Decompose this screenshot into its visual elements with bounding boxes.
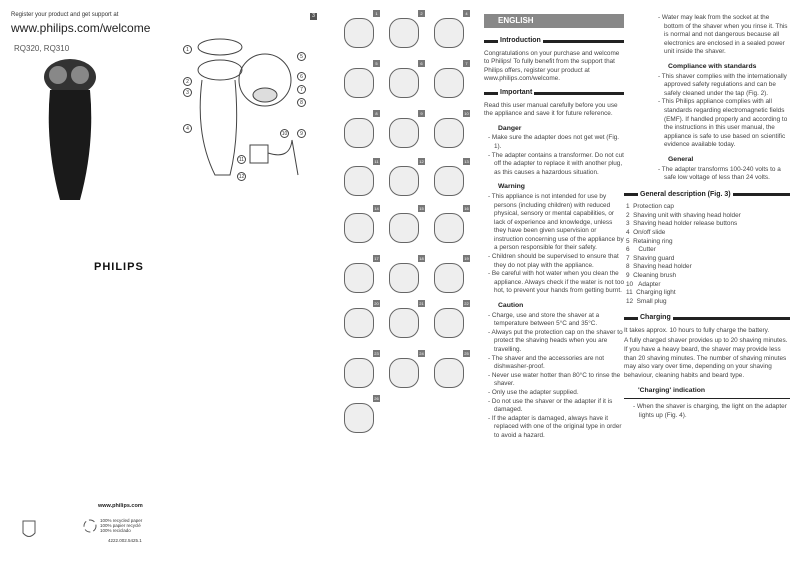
- welcome-url[interactable]: www.philips.com/welcome: [11, 21, 151, 35]
- part-list-item: 10 Adapter: [626, 280, 661, 288]
- figure-illustration: [344, 358, 374, 388]
- section-general-description: General description (Fig. 3): [624, 191, 790, 200]
- figure-number-badge: 7: [463, 60, 470, 67]
- figure-19: [430, 255, 470, 297]
- compliance-heading: Compliance with standards: [668, 62, 757, 70]
- figure-number-badge: 24: [419, 351, 424, 356]
- figure-18: [385, 255, 425, 297]
- figure-9: [385, 110, 425, 152]
- figure-17: [340, 255, 380, 297]
- figure-number-badge: 20: [374, 301, 379, 306]
- charging-indication-item: - When the shaver is charging, the light on the adapter lights up (Fig. 4).: [633, 403, 787, 419]
- figure-16: [430, 205, 470, 247]
- section-charging: Charging: [624, 314, 790, 323]
- figure-26: [340, 395, 380, 437]
- figure-number-badge: 22: [464, 301, 469, 306]
- figure-15: [385, 205, 425, 247]
- figure-number-badge: 6: [418, 60, 425, 67]
- figure-number-badge: 18: [419, 256, 424, 261]
- figure-3-badge: 3: [310, 13, 317, 20]
- callout-2: 2: [183, 77, 192, 86]
- figure-illustration: [434, 18, 464, 48]
- figure-illustration: [389, 263, 419, 293]
- figure-illustration: [434, 263, 464, 293]
- figure-number-badge: 9: [418, 110, 425, 117]
- part-list-item: 6 Cutter: [626, 246, 656, 254]
- figure-4: [430, 10, 470, 52]
- figure-number-badge: 16: [464, 206, 469, 211]
- figure-illustration: [434, 118, 464, 148]
- caution-item: - Charge, use and store the shaver at a temperature between 5°C and 35°C.: [488, 311, 600, 328]
- figure-21: [385, 300, 425, 342]
- warning-heading: Warning: [498, 183, 525, 191]
- figure-2: [385, 10, 425, 52]
- section-introduction: Introduction: [484, 37, 624, 46]
- part-list-item: 7 Shaving guard: [626, 254, 675, 262]
- figure-24: [385, 350, 425, 392]
- figure-number-badge: 13: [464, 159, 469, 164]
- part-list-item: 12 Small plug: [626, 297, 667, 305]
- figure-number-badge: 12: [419, 159, 424, 164]
- part-list-item: 3 Shaving head holder release buttons: [626, 220, 738, 228]
- compliance-item: - This Philips appliance complies with all standards regarding electromagnetic fields (EMF). If handled properly and according to the instructions in this user manual, the appliance is safe to use based on scientific evidence available today.: [658, 98, 788, 149]
- callout-8: 8: [297, 98, 306, 107]
- warning-item: - Children should be supervised to ensure that they do not play with the appliance.: [488, 253, 619, 269]
- callout-11: 11: [238, 157, 245, 163]
- language-header: ENGLISH: [484, 14, 624, 28]
- charging-text: It takes approx. 10 hours to fully charge the battery.: [624, 327, 770, 334]
- callout-1: 1: [183, 45, 192, 54]
- callout-12: 12: [238, 174, 245, 180]
- callout-7: 7: [297, 85, 306, 94]
- figure-25: [430, 350, 470, 392]
- figure-number-badge: 5: [373, 60, 380, 67]
- charging-indication-heading: 'Charging' indication: [624, 387, 790, 400]
- english-column-1: [484, 14, 624, 441]
- figure-number-badge: 19: [464, 256, 469, 261]
- figure-number-badge: 4: [463, 10, 470, 17]
- warning-item: - Be careful with hot water when you clean the appliance. Always check if the water is not too hot, to prevent your hands from getting burnt.: [488, 270, 625, 295]
- danger-item: - Make sure the adapter does not get wet (Fig. 1).: [488, 134, 620, 150]
- figure-number-badge: 8: [373, 110, 380, 117]
- caution-item: - Do not use the shaver or the adapter if it is damaged.: [488, 397, 613, 414]
- figure-14: [340, 205, 380, 247]
- danger-item: - The adapter contains a transformer. Do not cut off the adapter to replace it with another plug, as this causes a hazardous situation.: [488, 151, 624, 176]
- figure-illustration: [389, 18, 419, 48]
- caution-item: - If the adapter is damaged, always have it replaced with one of the original type in order to avoid a hazard.: [488, 414, 622, 439]
- figure-number-badge: 10: [464, 111, 469, 116]
- callout-6: 6: [297, 72, 306, 81]
- figure-5: [340, 60, 380, 102]
- charging-text: A fully charged shaver provides up to 20 shaving minutes.: [624, 336, 788, 344]
- caution-heading: Caution: [498, 302, 524, 310]
- callout-10: 10: [281, 131, 288, 137]
- figure-illustration: [344, 68, 374, 98]
- figure-number-badge: 25: [464, 351, 469, 356]
- caution-item: - Never use water hotter than 80°C to rinse the shaver.: [488, 371, 621, 388]
- caution-item: - Always put the protection cap on the shaver to protect the shaving heads when you are travelling.: [488, 328, 623, 353]
- recycled-paper-note: [100, 518, 142, 533]
- register-text: Register your product and get support at: [11, 12, 119, 18]
- footer-url: www.philips.com: [98, 503, 143, 509]
- compliance-item: - This shaver complies with the internationally approved safety regulations and can be safely cleaned under the tap (Fig. 2).: [658, 72, 787, 97]
- figure-illustration: [389, 68, 419, 98]
- figure-number-badge: 15: [419, 206, 424, 211]
- part-list-item: 1 Protection cap: [626, 203, 674, 211]
- figure-13: [430, 158, 470, 200]
- figure-1: [340, 10, 380, 52]
- figure-illustration: [344, 263, 374, 293]
- figure-illustration: [389, 118, 419, 148]
- caution-item: - The shaver and the accessories are not dishwasher-proof.: [488, 354, 605, 371]
- figure-20: [340, 300, 380, 342]
- figure-number-badge: 23: [374, 351, 379, 356]
- figure-number-badge: 11: [374, 159, 379, 164]
- recycle-icon: [82, 518, 98, 534]
- figure-number-badge: 1: [373, 10, 380, 17]
- danger-heading: Danger: [498, 124, 522, 132]
- figure-8: [340, 110, 380, 152]
- figure-illustration: [389, 358, 419, 388]
- figure-7: [430, 60, 470, 102]
- document-code: 4222.002.5425.1: [108, 538, 142, 543]
- figure-number-badge: 21: [419, 301, 424, 306]
- figure-illustration: [344, 166, 374, 196]
- model-numbers: RQ320, RQ310: [14, 44, 70, 53]
- figure-illustration: [434, 166, 464, 196]
- shaver-image: [25, 55, 105, 205]
- recycled-line: 100% recycled paper: [100, 518, 143, 523]
- philips-shield-icon: [22, 520, 36, 540]
- figure-6: [385, 60, 425, 102]
- intro-text: Congratulations on your purchase and welcome to Philips! To fully benefit from the support that Philips offers, register your product at www.philips.com/welcome.: [484, 49, 620, 83]
- general-item: - The adapter transforms 100-240 volts to a safe low voltage of less than 24 volts.: [658, 165, 781, 182]
- figure-illustration: [434, 213, 464, 243]
- callout-9: 9: [297, 129, 306, 138]
- figure-illustration: [434, 358, 464, 388]
- figure-number-badge: 2: [418, 10, 425, 17]
- figure-illustration: [389, 166, 419, 196]
- figure-illustration: [344, 403, 374, 433]
- figure-illustration: [344, 118, 374, 148]
- philips-logo: PHILIPS: [94, 261, 144, 273]
- english-column-2: [624, 14, 790, 420]
- important-text: Read this user manual carefully before you use the appliance and save it for future reference.: [484, 101, 618, 118]
- figure-illustration: [344, 213, 374, 243]
- figure-illustration: [434, 308, 464, 338]
- general-heading: General: [668, 155, 694, 163]
- part-list-item: 2 Shaving unit with shaving head holder: [626, 211, 741, 219]
- figure-22: [430, 300, 470, 342]
- recycled-line: 100% reciclado: [100, 528, 131, 533]
- figure-number-badge: 17: [374, 256, 379, 261]
- part-list-item: 8 Shaving head holder: [626, 263, 692, 271]
- figure-12: [385, 158, 425, 200]
- callout-4: 4: [183, 124, 192, 133]
- figure-illustration: [344, 308, 374, 338]
- figure-illustration: [389, 308, 419, 338]
- warning-item: - This appliance is not intended for use by persons (including children) with reduced physical, sensory or mental capabilities, or lack of experience and knowledge, unless they have been given supervision or instruction concerning use of the appliance by a person responsible for their safety.: [488, 192, 624, 252]
- figure-23: [340, 350, 380, 392]
- part-list: [624, 203, 790, 306]
- water-note: - Water may leak from the socket at the bottom of the shaver when you rinse it. This is normal and not dangerous because all electronics are enclosed in a sealed power unit inside the shaver.: [658, 14, 788, 56]
- callout-5: 5: [297, 52, 306, 61]
- figure-number-badge: 26: [374, 396, 379, 401]
- callout-3: 3: [183, 88, 192, 97]
- figure-10: [430, 110, 470, 152]
- part-list-item: 5 Retaining ring: [626, 237, 673, 245]
- section-important: Important: [484, 89, 624, 98]
- recycled-line: 100% papier recyclé: [100, 523, 141, 528]
- figure-number-badge: 14: [374, 206, 379, 211]
- caution-item: - Only use the adapter supplied.: [488, 388, 579, 396]
- part-list-item: 4 On/off slide: [626, 229, 666, 237]
- figure-illustration: [434, 68, 464, 98]
- figure-11: [340, 158, 380, 200]
- figure-illustration: [344, 18, 374, 48]
- part-list-item: 11 Charging light: [626, 289, 676, 297]
- charging-text: If you have a heavy beard, the shaver may provide less than 20 shaving minutes. The number of shaving minutes may also vary over time, depending on your shaving behaviour, cleaning habits and beard type.: [624, 346, 787, 379]
- figure-illustration: [389, 213, 419, 243]
- part-list-item: 9 Cleaning brush: [626, 272, 677, 280]
